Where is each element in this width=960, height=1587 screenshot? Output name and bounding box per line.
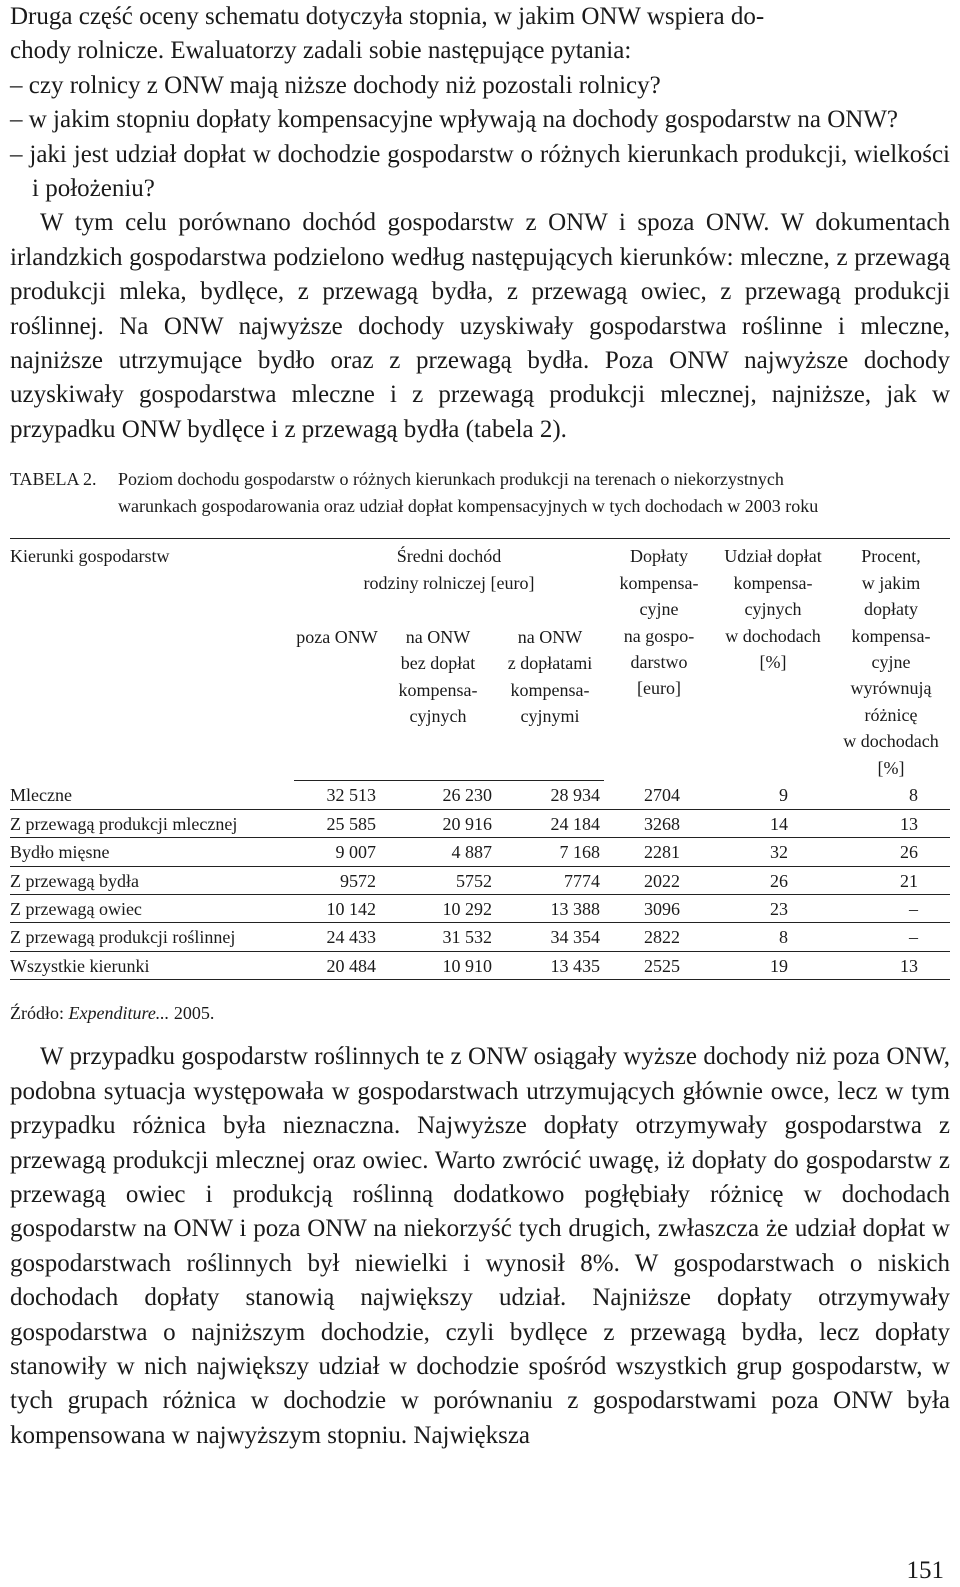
cell-z: 34 354 — [550, 927, 600, 948]
cell-z: 24 184 — [550, 813, 600, 834]
cell-doplaty: 2525 — [644, 955, 680, 976]
header-doplaty: Dopłaty kompensa- cyjne na gospo- darstwo [euro] — [604, 539, 714, 781]
cell-z: 28 934 — [550, 785, 600, 806]
cell-bez: 10 910 — [442, 955, 492, 976]
cell-poza: 24 433 — [326, 927, 376, 948]
cell-bez: 31 532 — [442, 927, 492, 948]
intro-paragraph: W tym celu porównano dochód gospodarstw z ONW i spoza ONW. W dokumentach irlandzkich gospodarstwa podzielono według następujących kierunków: mleczne, z przewagą produkcji mleka, bydlęce, z przewagą bydła, z przewagą owiec, z przewagą produkcji roślinnej. Na ONW najwyższe dochody uzyskiwały gospodarstwa roślinne i mleczne, najniższe utrzymujące bydło oraz z przewagą bydła. Poza ONW najwyższe dochody uzyskiwały gospodarstwa mleczne i z przewagą produkcji mlecznej, najniższe, jak w przypadku ONW bydlęce i z przewagą bydła (tabela 2). — [10, 209, 950, 443]
cell-udzial: 32 — [770, 842, 788, 863]
cell-poza: 9572 — [340, 870, 376, 891]
income-table — [10, 538, 950, 980]
cell-udzial: 14 — [770, 813, 788, 834]
cell-procent: 13 — [900, 955, 918, 976]
cell-name: Z przewagą bydła — [10, 866, 294, 894]
cell-udzial: 23 — [770, 899, 788, 920]
table-caption-text-1: Poziom dochodu gospodarstw o różnych kierunkach produkcji na terenach o niekorzystnych — [118, 469, 784, 490]
intro-line-2: chody rolnicze. Ewaluatorzy zadali sobie następujące pytania: — [10, 37, 632, 65]
cell-name: Bydło mięsne — [10, 838, 294, 866]
cell-bez: 10 292 — [442, 899, 492, 920]
header-poza-onw: poza ONW — [294, 624, 380, 781]
cell-doplaty: 3268 — [644, 813, 680, 834]
cell-udzial: 19 — [770, 955, 788, 976]
source-prefix: Źródło: — [10, 1003, 69, 1024]
table-source — [10, 1000, 950, 1026]
cell-doplaty: 2022 — [644, 870, 680, 891]
header-na-onw-bez: na ONW bez dopłat kompensa- cyjnych — [380, 624, 496, 781]
cell-z: 7 168 — [559, 842, 600, 863]
header-kierunki: Kierunki gospodarstw — [10, 539, 294, 781]
cell-procent: 21 — [900, 870, 918, 891]
table-row — [10, 951, 950, 979]
table-row — [10, 809, 950, 837]
table-row — [10, 781, 950, 809]
cell-z: 13 388 — [550, 899, 600, 920]
cell-poza: 32 513 — [326, 785, 376, 806]
after-table-paragraph: W przypadku gospodarstw roślinnych te z ONW osiągały wyższe dochody niż poza ONW, podobna sytuacja występowała w gospodarstwach utrzymujących głównie owce, lecz w tym przypadku różnica była nieznaczna. Najwyższe dopłaty otrzymywały gospodarstwa z przewagą produkcji mlecznej oraz owiec. Warto zwrócić uwagę, iż dopłaty do gospodarstw z przewagą owiec i produkcją roślinną dodatkowo pogłębiały różnicę w dochodach gospodarstw na ONW i poza ONW na niekorzyść tych drugich, zwłaszcza że udział dopłat w gospodarstwach roślinnych był niewielki i wynosił 8%. W gospodarstwach o niskich dochodach dopłaty stanowią największy udział. Najniższe dopłaty otrzymywały gospodarstwa o najniższym dochodzie, czyli bydlęce z przewagą bydła, lecz dopłaty stanowiły w nich największy udział w dochodzie spośród wszystkich grup gospodarstw, w tych grupach różnica w dochodzie w porównaniu z gospodarstwami poza ONW była kompensowana w najwyższym stopniu. Największa — [10, 1043, 950, 1449]
cell-udzial: 8 — [779, 927, 788, 948]
cell-udzial: 26 — [770, 870, 788, 891]
cell-bez: 5752 — [456, 870, 492, 891]
cell-bez: 26 230 — [442, 785, 492, 806]
cell-poza: 25 585 — [326, 813, 376, 834]
intro-line-1: Druga część oceny schematu dotyczyła stopnia, w jakim ONW wspiera do- — [10, 3, 765, 30]
cell-procent: – — [909, 927, 918, 948]
cell-doplaty: 2281 — [644, 842, 680, 863]
question-1: – czy rolnicy z ONW mają niższe dochody niż pozostali rolnicy? — [10, 71, 661, 99]
cell-procent: 13 — [900, 813, 918, 834]
cell-poza: 9 007 — [335, 842, 376, 863]
table-caption-label: TABELA 2. — [10, 469, 97, 490]
cell-doplaty: 2704 — [644, 784, 680, 805]
cell-name: Z przewagą produkcji mlecznej — [10, 809, 294, 837]
source-work: Expenditure... — [68, 1003, 170, 1024]
cell-bez: 4 887 — [451, 842, 492, 863]
cell-name: Z przewagą produkcji roślinnej — [10, 923, 294, 951]
cell-z: 13 435 — [550, 955, 600, 976]
question-2: – w jakim stopniu dopłaty kompensacyjne wpływają na dochody gospodarstw na ONW? — [10, 106, 899, 134]
cell-name: Z przewagą owiec — [10, 895, 294, 923]
cell-bez: 20 916 — [442, 813, 492, 834]
page-number: 151 — [906, 1557, 944, 1584]
cell-poza: 10 142 — [326, 899, 376, 920]
header-na-onw-z: na ONW z dopłatami kompensa- cyjnymi — [496, 624, 604, 781]
cell-z: 7774 — [564, 870, 600, 891]
table-row — [10, 895, 950, 923]
cell-procent: 26 — [900, 842, 918, 863]
after-table-section — [10, 1040, 950, 1453]
table-caption — [10, 466, 950, 520]
intro-section — [10, 0, 950, 447]
cell-udzial: 9 — [779, 784, 788, 805]
table-row — [10, 923, 950, 951]
table-row — [10, 838, 950, 866]
table-row — [10, 866, 950, 894]
header-udzial: Udział dopłat kompensa- cyjnych w dochodach [%] — [714, 539, 832, 781]
document-page — [10, 0, 950, 1453]
cell-procent: – — [909, 899, 918, 920]
cell-name: Wszystkie kierunki — [10, 951, 294, 979]
cell-doplaty: 3096 — [644, 899, 680, 920]
cell-doplaty: 2822 — [644, 927, 680, 948]
header-sredni-dochod: Średni dochód rodziny rolniczej [euro] — [294, 539, 604, 624]
question-3: – jaki jest udział dopłat w dochodzie gospodarstw o różnych kierunkach produkcji, wielkości i położeniu? — [10, 140, 950, 203]
cell-name: Mleczne — [10, 781, 294, 809]
table-caption-text-2: warunkach gospodarowania oraz udział dopłat kompensacyjnych w tych dochodach w 2003 roku — [118, 496, 819, 517]
cell-poza: 20 484 — [326, 955, 376, 976]
cell-procent: 8 — [909, 784, 918, 805]
header-procent: Procent, w jakim dopłaty kompensa- cyjne wyrównują różnicę w dochodach [%] — [832, 539, 950, 781]
source-year: 2005. — [169, 1003, 215, 1024]
